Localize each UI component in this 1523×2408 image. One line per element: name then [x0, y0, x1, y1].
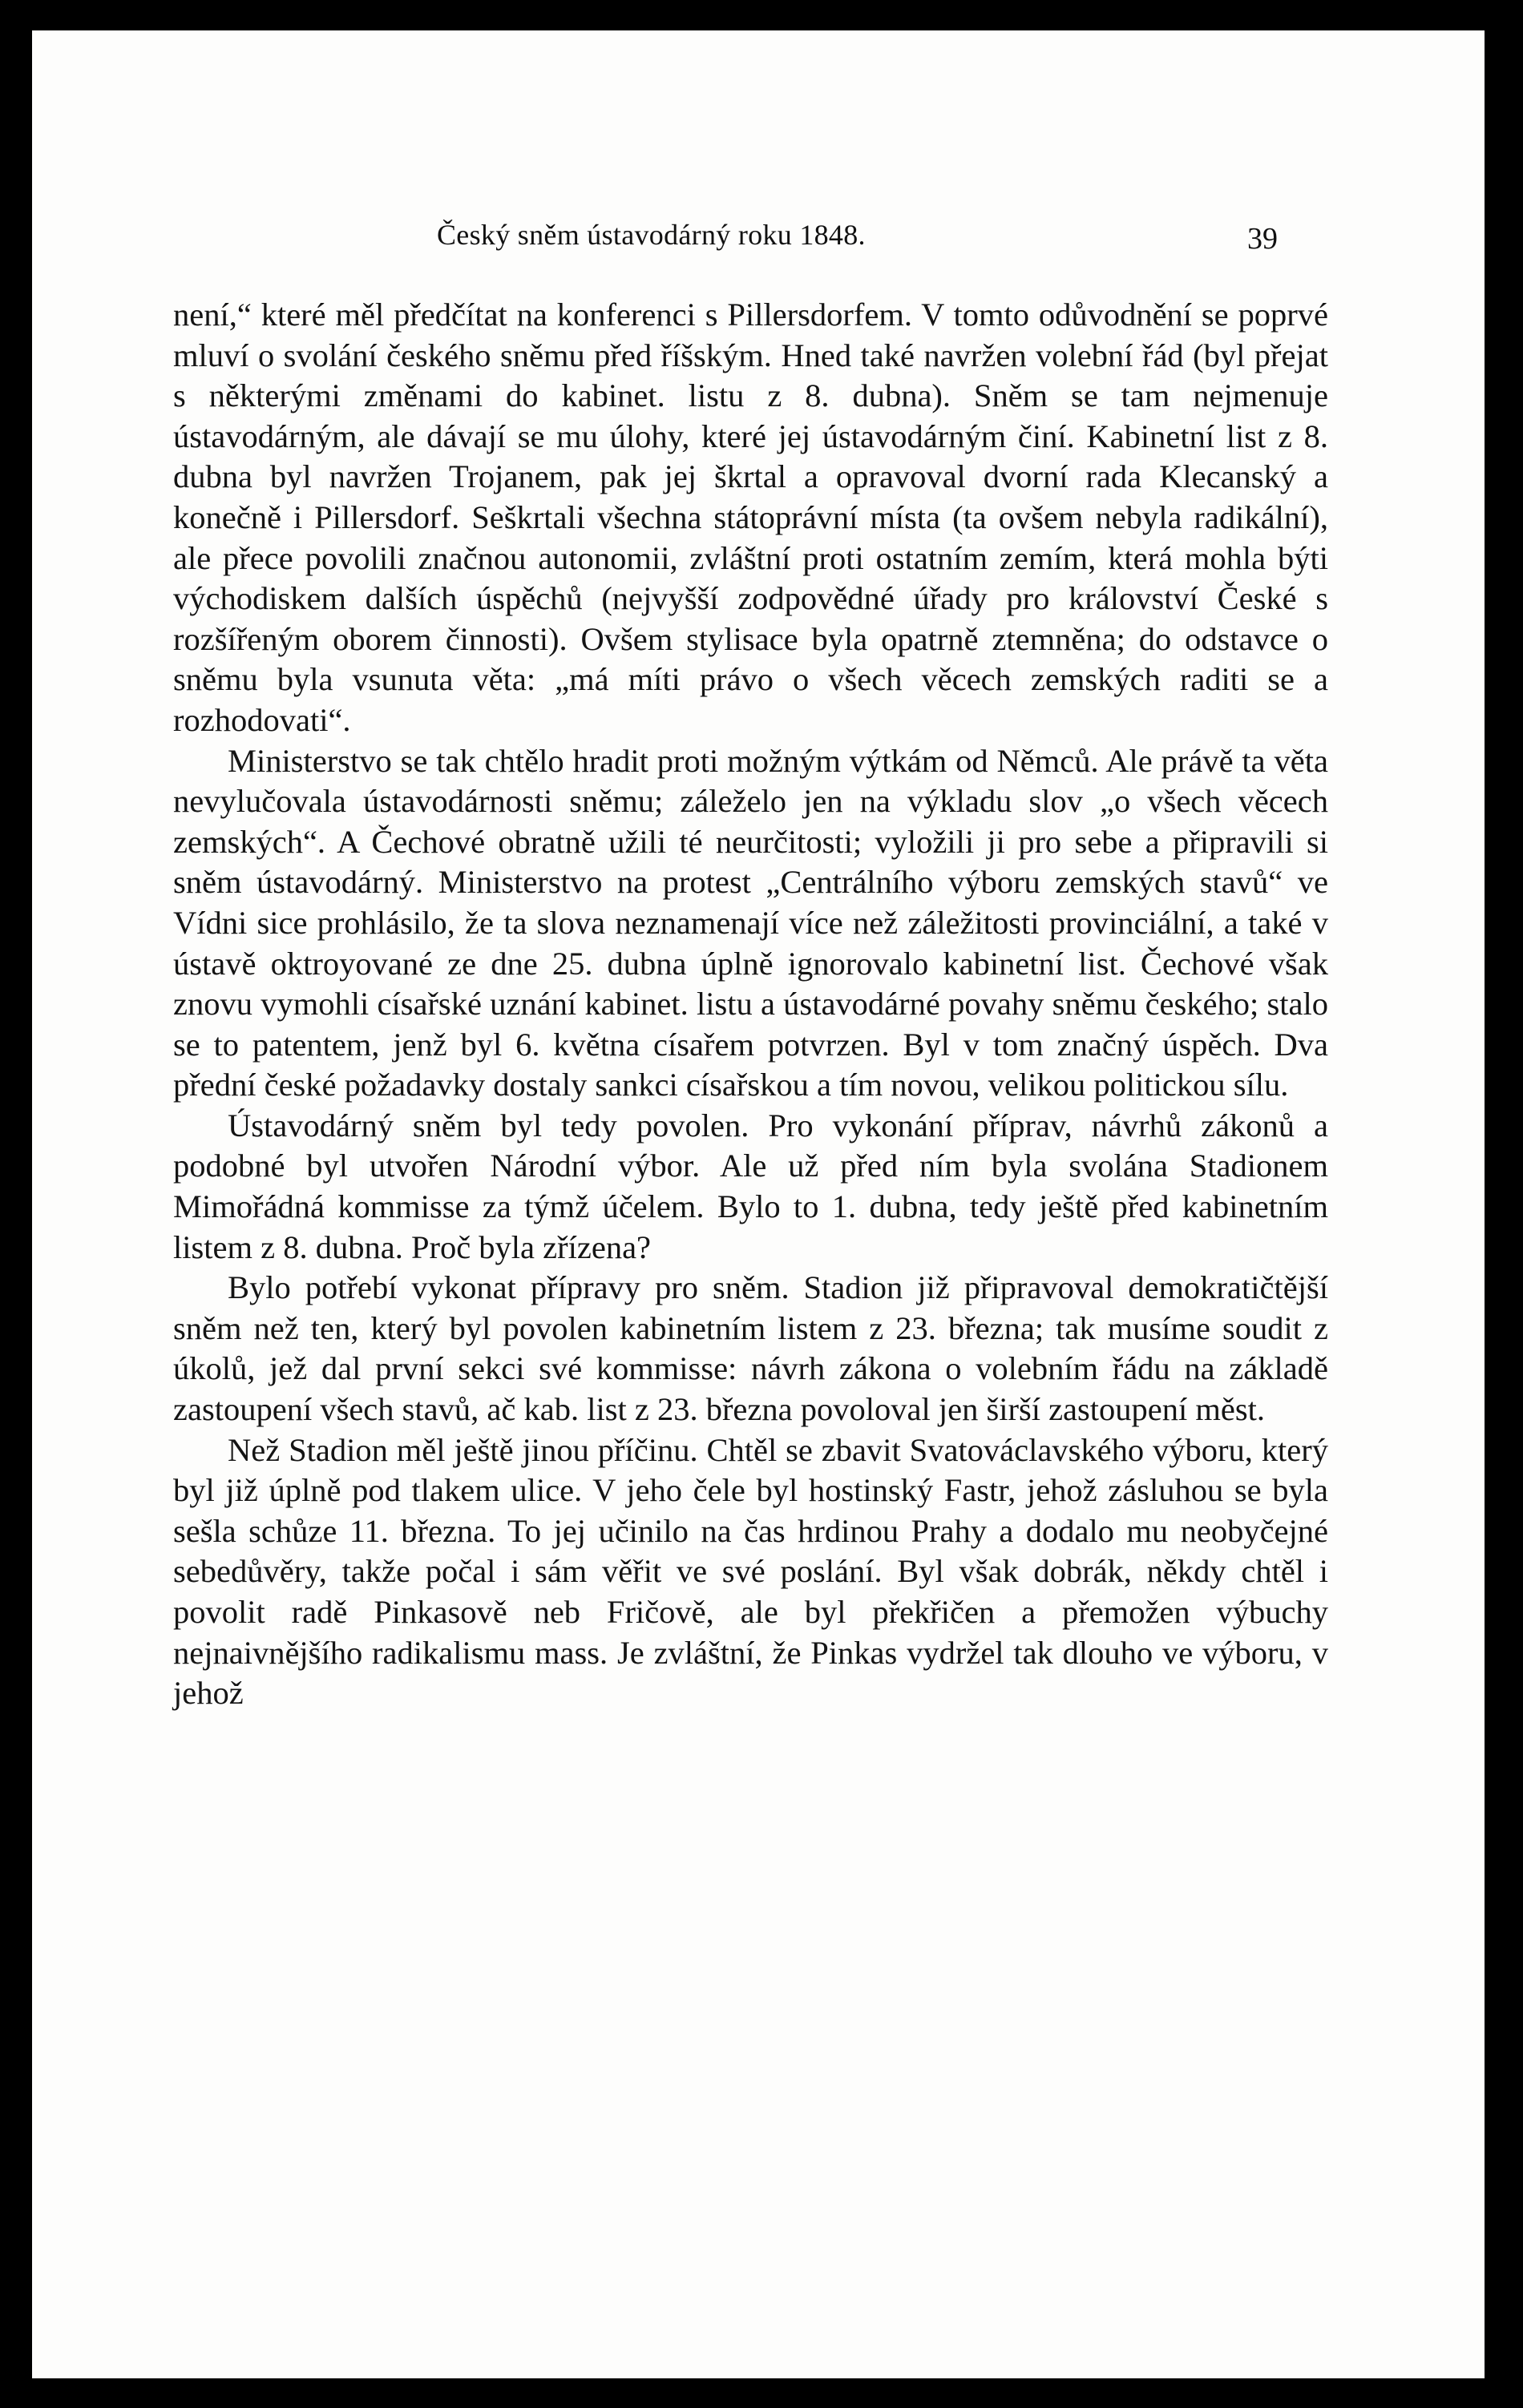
body-text	[173, 295, 1328, 1714]
paragraph: Ministerstvo se tak chtělo hradit proti možným výtkám od Němců. Ale právě ta věta nevylučovala ústavodárnosti sněmu; záleželo jen na výkladu slov „o všech věcech zemských“. A Čechové obratně užili té neurčitosti; vyložili ji pro sebe a připravili si sněm ústavodárný. Ministerstvo na protest „Centrálního výboru zemských stavů“ ve Vídni sice prohlásilo, že ta slova neznamenají více než záležitosti provinciální, a také v ústavě oktroyované ze dne 25. dubna úplně ignorovalo kabinetní list. Čechové však znovu vymohli císařské uznání kabinet. listu a ústavodárné povahy sněmu českého; stalo se to patentem, jenž byl 6. května císařem potvrzen. Byl v tom značný úspěch. Dva přední české požadavky dostaly sankci císařskou a tím novou, velikou politickou sílu.	[173, 742, 1328, 1103]
running-title: Český sněm ústavodárný roku 1848.	[437, 219, 866, 251]
page-number: 39	[1247, 222, 1278, 256]
paragraph: Než Stadion měl ještě jinou příčinu. Chtěl se zbavit Svatováclavského výboru, který byl již úplně pod tlakem ulice. V jeho čele byl hostinský Fastr, jehož zásluhou se byla sešla schůze 11. března. To jej učinilo na čas hrdinou Prahy a dodalo mu neobyčejné sebedůvěry, takže počal i sám věřit ve své poslání. Byl však dobrák, někdy chtěl i povolit radě Pinkasově neb Fričově, ale byl překřičen a přemožen výbuchy nejnaivnějšího radikalismu mass. Je zvláštní, že Pinkas vydržel tak dlouho ve výboru, v jehož	[173, 1431, 1328, 1712]
paragraph: Ústavodárný sněm byl tedy povolen. Pro vykonání příprav, návrhů zákonů a podobné byl utvořen Národní výbor. Ale už před ním byla svolána Stadionem Mimořádná kommisse za týmž účelem. Bylo to 1. dubna, tedy ještě před kabinetním listem z 8. dubna. Proč byla zřízena?	[173, 1107, 1328, 1265]
book-page	[32, 30, 1485, 2378]
paragraph: Bylo potřebí vykonat přípravy pro sněm. Stadion již připravoval demokratičtější sněm než ten, který byl povolen kabinetním listem z 23. března; tak musíme soudit z úkolů, jež dal první sekci své kommisse: návrh zákona o volebním řádu na základě zastoupení všech stavů, ač kab. list z 23. března povoloval jen širší zastoupení měst.	[173, 1269, 1328, 1428]
paragraph-continued: není,“ které měl předčítat na konferenci s Pillersdorfem. V tomto odůvodnění se poprvé mluví o svolání českého sněmu před říšským. Hned také navržen volební řád (byl přejat s některými změnami do kabinet. listu z 8. dubna). Sněm se tam nejmenuje ústavodárným, ale dávají se mu úlohy, které jej ústavodárným činí. Kabinetní list z 8. dubna byl navržen Trojanem, pak jej škrtal a opravoval dvorní rada Klecanský a konečně i Pillersdorf. Seškrtali všechna státoprávní místa (ta ovšem nebyla radikální), ale přece povolili značnou autonomii, zvláštní proti ostatním zemím, která mohla býti východiskem dalších úspěchů (nejvyšší zodpovědné úřady pro království České s rozšířeným oborem činnosti). Ovšem stylisace byla opatrně ztemněna; do odstavce o sněmu byla vsunuta věta: „má míti právo o všech věcech zemských raditi se a rozhodovati“.	[173, 296, 1328, 738]
page-header	[32, 218, 1485, 266]
